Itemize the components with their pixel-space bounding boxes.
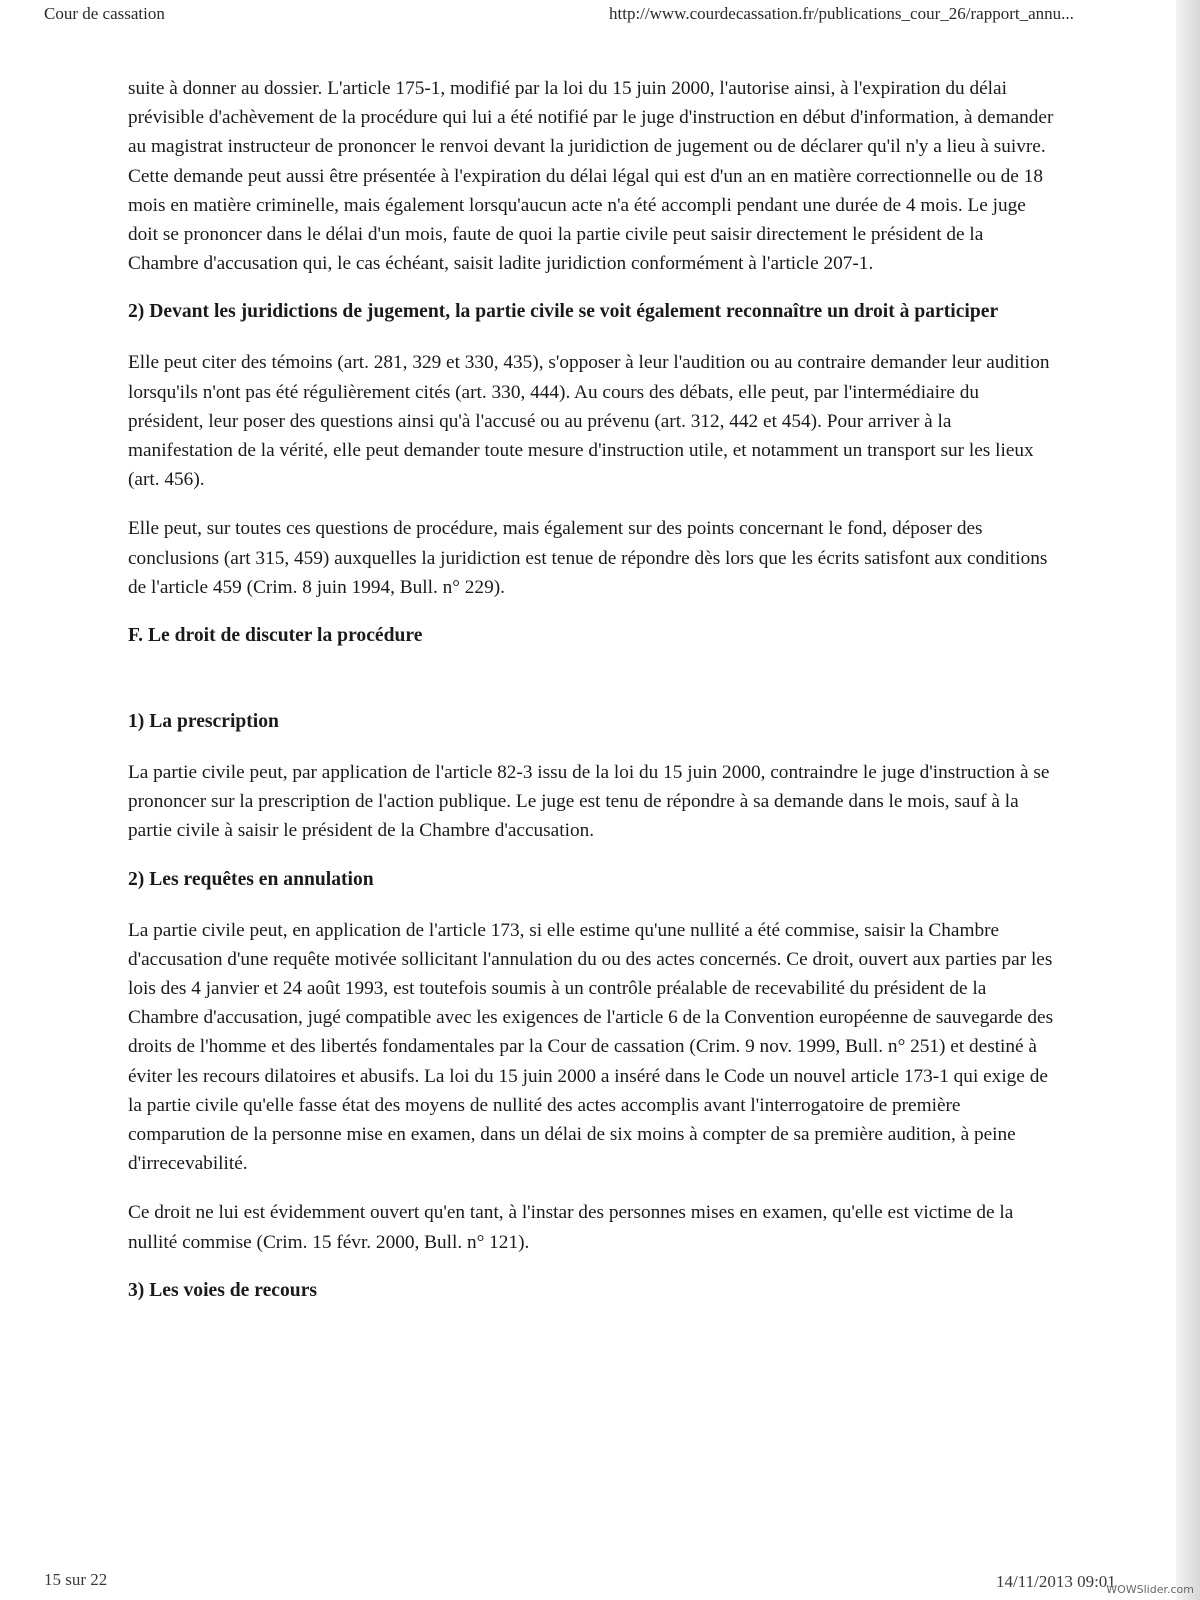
- heading-section-f: F. Le droit de discuter la procédure: [128, 625, 423, 647]
- watermark: WOWSlider.com: [1106, 1583, 1194, 1596]
- page-count: 15 sur 22: [44, 1570, 108, 1589]
- scan-edge: [1176, 0, 1200, 1600]
- heading-juridictions-jugement: 2) Devant les juridictions de jugement, la partie civile se voit également reconnaître un droit à participer: [128, 301, 999, 323]
- print-datetime: 14/11/2013 09:01: [996, 1572, 1116, 1591]
- paragraph-1: suite à donner au dossier. L'article 175-1, modifié par la loi du 15 juin 2000, l'autorise ainsi, à l'expiration du délai prévisible d'achèvement de la procédure qui lui a été notifié par le juge d'instruction en début d'information, à demander au magistrat instructeur de prononcer le renvoi devant la juridiction de jugement ou de déclarer qu'il n'y a lieu à suivre. Cette demande peut aussi être présentée à l'expiration du délai légal qui est d'un an en matière correctionnelle ou de 18 mois en matière criminelle, mais également lorsqu'aucun acte n'a été accompli pendant une durée de 4 mois. Le juge doit se prononcer dans le délai d'un mois, faute de quoi la partie civile peut saisir directement le président de la Chambre d'accusation qui, le cas échéant, saisit ladite juridiction conformément à l'article 207-1.: [128, 78, 1054, 275]
- page-url[interactable]: http://www.courdecassation.fr/publications_cour_26/rapport_annu...: [609, 4, 1074, 23]
- document-body: [128, 74, 1058, 1305]
- paragraph-3: Elle peut, sur toutes ces questions de procédure, mais également sur des points concernant le fond, déposer des conclusions (art 315, 459) auxquelles la juridiction est tenue de répondre dès lors que les écrits satisfont aux conditions de l'article 459 (Crim. 8 juin 1994, Bull. n° 229).: [128, 518, 1048, 598]
- heading-prescription: 1) La prescription: [128, 711, 279, 733]
- paragraph-5: La partie civile peut, en application de l'article 173, si elle estime qu'une nullité a été commise, saisir la Chambre d'accusation d'une requête motivée sollicitant l'annulation du ou des actes concernés. Ce droit, ouvert aux parties par les lois des 4 janvier et 24 août 1993, est toutefois soumis à un contrôle préalable de recevabilité du président de la Chambre d'accusation, jugé compatible avec les exigences de l'article 6 de la Convention européenne de sauvegarde des droits de l'homme et des libertés fondamentales par la Cour de cassation (Crim. 9 nov. 1999, Bull. n° 251) et destiné à éviter les recours dilatoires et abusifs. La loi du 15 juin 2000 a inséré dans le Code un nouvel article 173-1 qui exige de la partie civile qu'elle fasse état des moyens de nullité des actes accomplis avant l'interrogatoire de première comparution de la personne mise en examen, dans un délai de six moins à compter de sa première audition, à peine d'irrecevabilité.: [128, 919, 1054, 1175]
- paragraph-6: Ce droit ne lui est évidemment ouvert qu'en tant, à l'instar des personnes mises en examen, qu'elle est victime de la nullité commise (Crim. 15 févr. 2000, Bull. n° 121).: [128, 1202, 1014, 1253]
- paragraph-4: La partie civile peut, par application de l'article 82-3 issu de la loi du 15 juin 2000, contraindre le juge d'instruction à se prononcer sur la prescription de l'action publique. Le juge est tenu de répondre à sa demande dans le mois, sauf à la partie civile à saisir le président de la Chambre d'accusation.: [128, 762, 1050, 842]
- heading-voies-recours: 3) Les voies de recours: [128, 1279, 318, 1301]
- page-footer: [44, 1570, 1160, 1594]
- site-name: Cour de cassation: [44, 4, 165, 23]
- heading-requetes-annulation: 2) Les requêtes en annulation: [128, 868, 374, 890]
- page-header: [44, 2, 1140, 28]
- paragraph-2: Elle peut citer des témoins (art. 281, 329 et 330, 435), s'opposer à leur l'audition ou au contraire demander leur audition lorsqu'ils n'ont pas été régulièrement cités (art. 330, 444). Au cours des débats, elle peut, par l'intermédiaire du président, leur poser des questions ainsi qu'à l'accusé ou au prévenu (art. 312, 442 et 454). Pour arriver à la manifestation de la vérité, elle peut demander toute mesure d'instruction utile, et notamment un transport sur les lieux (art. 456).: [128, 352, 1050, 491]
